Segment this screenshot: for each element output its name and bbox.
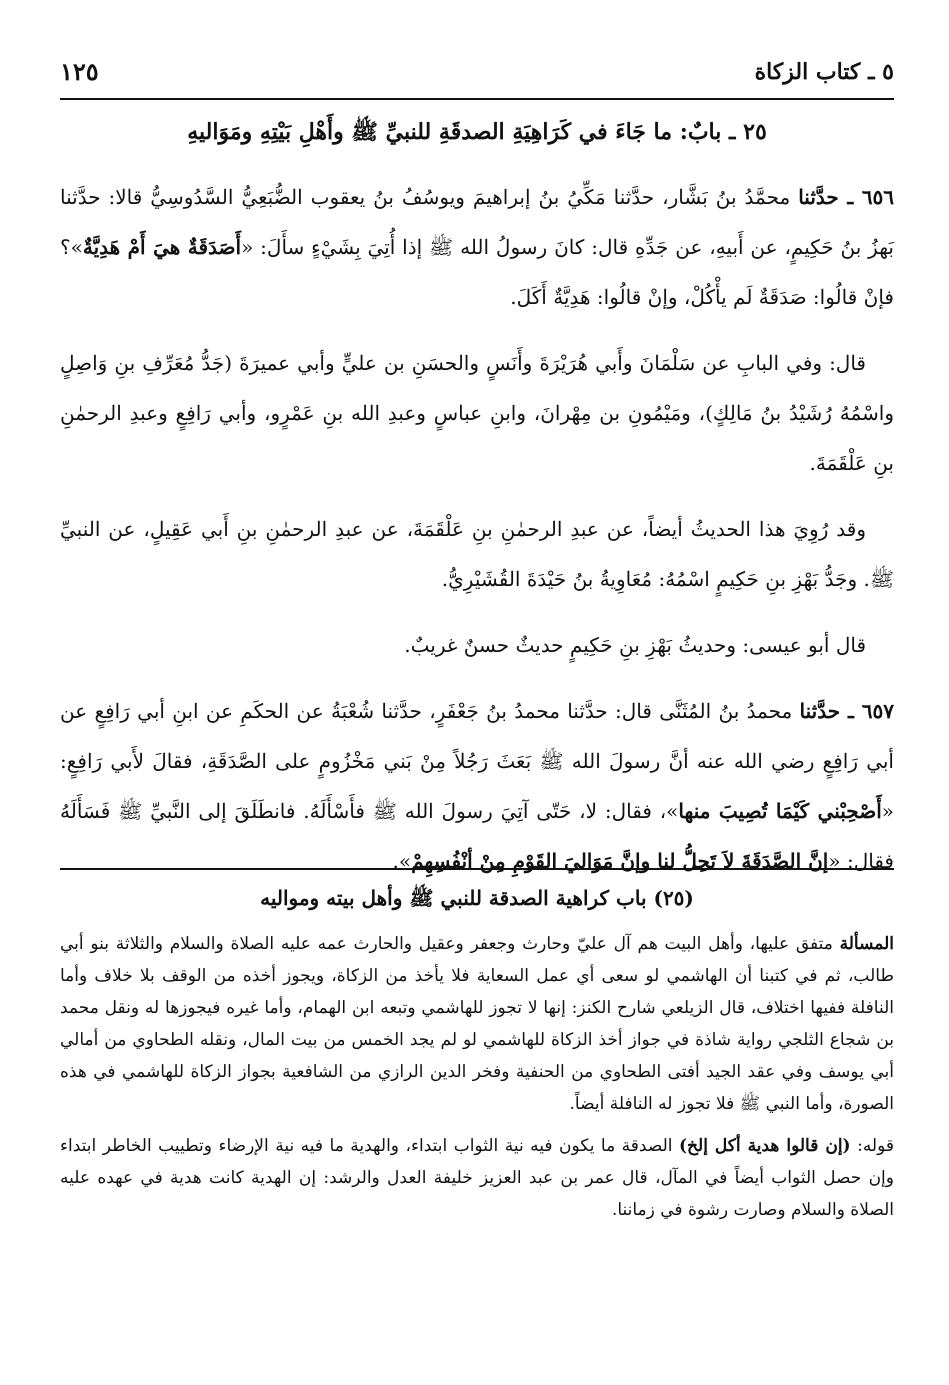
running-head: ٥ ـ كتاب الزكاة [754,59,894,85]
hadith-text: محمَّدُ بنُ بَشَّار، حدَّثنا مَكِّيُ بنُ إبراهيمَ ويوسُفُ بنُ يعقوب الضُّبَعِيُّ السَّدُوسِيُّ قالا: حدَّثنا بَهزُ بنُ حَكِيمٍ، عن أَبيهِ، عن جَدِّهِ قال: كانَ رسولُ الله ﷺ إذا أُتِيَ بِشَيْءٍ سأَلَ: « [60,185,895,259]
main-text [60,172,894,902]
hadith-text: ». [392,849,412,873]
commentary-paragraph [60,1130,894,1226]
commentary-lead: (إن قالوا هدية أكل إلخ) [679,1136,851,1156]
hadith-text: »؟ فإنْ قالُوا: صَدَقَةٌ لَم يأْكُلْ، وإنْ قالُوا: هَدِيَّةٌ أَكَلَ. [60,235,894,309]
page-number: ١٢٥ [60,57,99,86]
commentary-title: (٢٥) باب كراهية الصدقة للنبي ﷺ وأهل بيته ومواليه [260,886,694,910]
hadith-number: ٦٥٧ [861,699,894,723]
commentary-body: متفق عليها، وأهل البيت هم آل عليّ وحارث وجعفر وعقيل والحارث عمه عليه الصلاة والسلام والثلاثة بنو أبي طالب، ثم في كتبنا أن الهاشمي لو سعى أي عمل السعاية فلا يأخذ من الزكاة، ويجوز أخذه من الوقف بلا خلاف وأما النافلة ففيها اختلاف، قال الزيلعي شارح الكنز: إنها لا تجوز للهاشمي وتبعه ابن الهمام، وأما غيره فيجوزها له ونقل محمد بن شجاع الثلجي رواية شاذة في جواز أخذ الزكاة للهاشمي لو لم يجد الخمس من بيت المال، ونقله الطحاوي من أمالي أبي يوسف وفي عقد الجيد أفتى الطحاوي من الحنفية وفخر الدين الرازي من الشافعية بجواز الزكاة للهاشمي في هذه الصورة، وأما النبي ﷺ فلا تجوز له النافلة أيضاً. [60,934,894,1114]
hadith-quote: أَصَدَقَةٌ هيَ أَمْ هَدِيَّةٌ [82,235,242,259]
commentary-body: الصدقة ما يكون فيه نية الثواب ابتداء، والهدية ما فيه نية الإرضاء وتطييب الخاطر ابتداء وإن حصل الثواب أيضاً في المآل، قال عمر بن عبد العزيز خليفة العدل والرشد: إن الهدية كانت هدية في عهده عليه الصلاة والسلام وصارت رشوة في زماننا. [60,1136,894,1220]
hadith-lead: حدَّثنا [799,699,841,723]
hadith-quote: إنَّ الصَّدَقَةَ لاَ تَحِلُّ لنا وإنَّ مَوَاليَ القَوْمِ مِنْ أنْفُسِهِمْ [411,849,829,873]
commentary-lead: المسألة [839,934,894,954]
page-header [60,55,894,95]
chapter-title: ٢٥ ـ بابٌ: ما جَاءَ في كَرَاهِيَةِ الصدقَةِ للنبيِّ ﷺ وأَهْلِ بَيْتِهِ ومَوَاليهِ [187,119,767,145]
commentary-text [60,928,894,1236]
commentary-prefix: قوله: [857,1136,895,1156]
paragraph-abu-isa: قال أبو عيسى: وحديثُ بَهْزِ بنِ حَكِيمٍ حديثٌ حسنٌ غريبٌ. [404,633,866,657]
hadith-lead: حدَّثنا [798,185,839,209]
hadith-quote: أَصْحِبْني كَيْمَا تُصِيبَ منها [678,799,882,823]
hadith-number: ٦٥٦ [861,185,894,209]
commentary-separator [60,868,894,870]
hadith-656: ٦٥٦ ـ حدَّثنا محمَّدُ بنُ بَشَّار، حدَّثنا مَكِّيُ بنُ إبراهيمَ ويوسُفُ بنُ يعقوب الضُّبَعِيُّ السَّدُوسِيُّ قالا: حدَّثنا بَهزُ بنُ حَكِيمٍ، عن أَبيهِ، عن جَدِّهِ قال: كانَ رسولُ الله ﷺ إذا أُتِيَ بِشَيْءٍ سأَلَ: «أَصَدَقَةٌ هيَ أَمْ هَدِيَّةٌ»؟ فإنْ قالُوا: صَدَقَةٌ لَم يأْكُلْ، وإنْ قالُوا: هَدِيَّةٌ أَكَلَ. [60,185,895,309]
paragraph-bab: قال: وفي البابِ عن سَلْمَانَ وأَبي هُرَيْرَةَ وأَنَسٍ والحسَنِ بن عليٍّ وأبي عميرَةَ (جَدُّ مُعَرِّفِ بنِ وَاصِلٍ واسْمُهُ رُشَيْدُ بنُ مَالِكٍ)، ومَيْمُونِ بن مِهْرانَ، وابنِ عباسٍ وعبدِ الله بنِ عَمْرٍو، وأبي رَافِعٍ وعبدِ الرحمٰنِ بنِ عَلْقَمَةَ. [60,351,894,475]
paragraph-ruwiya: وقد رُوِيَ هذا الحديثُ أيضاً، عن عبدِ الرحمٰنِ بنِ عَلْقَمَةَ، عن عبدِ الرحمٰنِ بنِ أَبي عَقِيلٍ، عن النبيِّ ﷺ. وجَدُّ بَهْزِ بنِ حَكِيمٍ اسْمُهُ: مُعَاوِيةُ بنُ حَيْدَةَ القُشَيْرِيُّ. [60,517,894,591]
commentary-paragraph [60,928,894,1120]
hadith-text: محمدُ بنُ المُثَنَّى قال: حدَّثنا محمدُ بنُ جَعْفَرٍ، حدَّثنا شُعْبَةُ عن الحكَمِ عن ابنِ أبي رَافِعٍ عن أبي رَافِعٍ رضي الله عنه أنَّ رسولَ الله ﷺ بَعَثَ رَجُلاً مِنْ بَني مَخْزُومٍ على الصَّدَقَةِ، فقالَ لأَبي رَافِعٍ: « [60,699,895,823]
hadith-text: »، فقال: لا، حَتّى آتِيَ رسولَ الله ﷺ فأَسْأَلَهُ. فانطَلَقَ إلى النَّبيِّ ﷺ فَسَأَلَهُ فقال: « [60,799,894,873]
hadith-657: ٦٥٧ ـ حدَّثنا محمدُ بنُ المُثَنَّى قال: حدَّثنا محمدُ بنُ جَعْفَرٍ، حدَّثنا شُعْبَةُ عن الحكَمِ عن ابنِ أبي رَافِعٍ عن أبي رَافِعٍ رضي الله عنه أنَّ رسولَ الله ﷺ بَعَثَ رَجُلاً مِنْ بَني مَخْزُومٍ على الصَّدَقَةِ، فقالَ لأَبي رَافِعٍ: «أَصْحِبْني كَيْمَا تُصِيبَ منها»، فقال: لا، حَتّى آتِيَ رسولَ الله ﷺ فأَسْأَلَهُ. فانطَلَقَ إلى النَّبيِّ ﷺ فَسَأَلَهُ فقال: «إنَّ الصَّدَقَةَ لاَ تَحِلُّ لنا وإنَّ مَوَاليَ القَوْمِ مِنْ أنْفُسِهِمْ». [60,699,895,873]
header-rule [60,98,894,100]
